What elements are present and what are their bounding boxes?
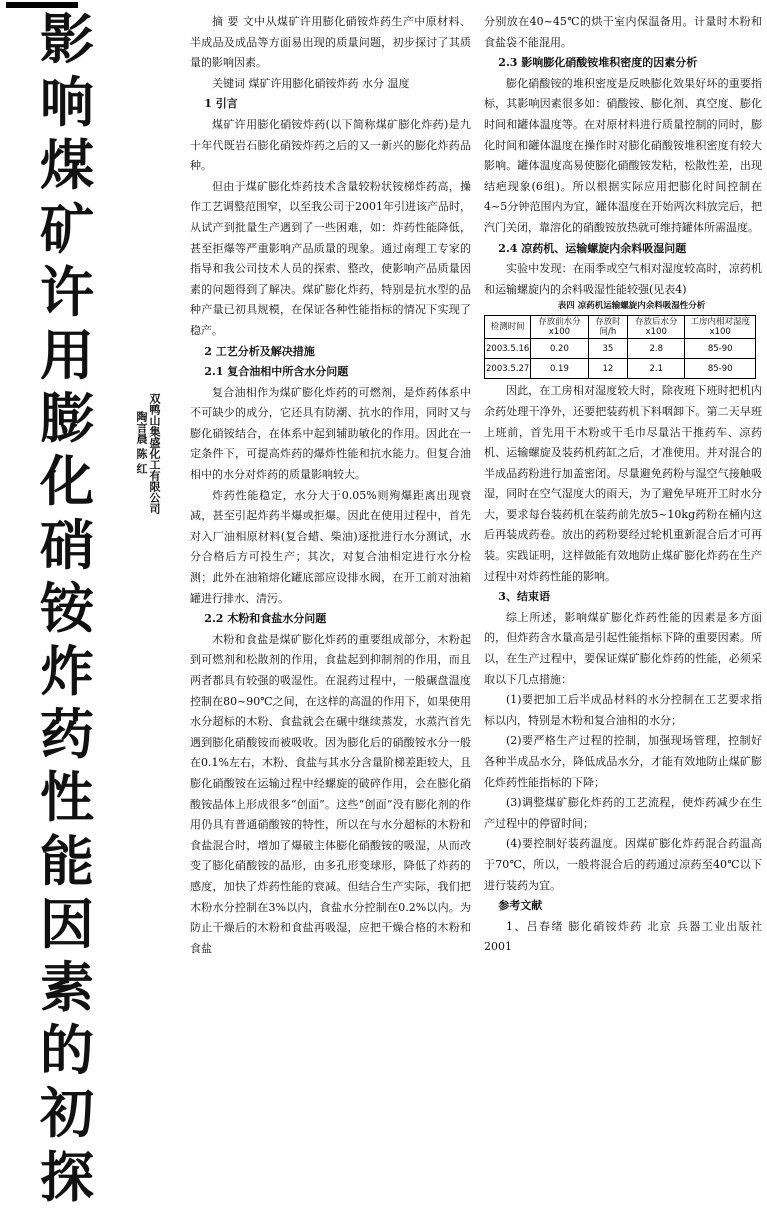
title-char: 化: [40, 450, 94, 514]
title-char: 因: [40, 892, 94, 956]
title-char: 药: [40, 703, 94, 767]
title-char: 响: [40, 71, 94, 135]
table-header-row: [485, 316, 756, 339]
article-title: [8, 8, 126, 1209]
section-heading-conclusion: 3、结束语: [498, 590, 550, 604]
table-cell: 0.19: [531, 359, 588, 379]
table-header-cell: 检测时间: [485, 316, 531, 339]
table-cell: 0.20: [531, 339, 588, 359]
title-char: 煤: [40, 134, 94, 198]
table-cell: 12: [588, 359, 628, 379]
paragraph: 但由于煤矿膨化炸药技术含量较粉状铵梯炸药高，操作工艺调整范围窄，以至我公司于2001年引进该产品时，从试产到批量生产遇到了一些困难，如：炸药性能降低，甚至拒爆等严重影响产品质量的现象。通过南理工专家的指导和我公司技术人员的探索、整改，使影响产品质量因素的问题得到了解决。煤矿膨化炸药，特别是抗水型的品种产量已初具规模，在保证各种性能指标的情况下实现了稳产。: [190, 179, 471, 337]
title-char: 影: [40, 8, 94, 71]
title-column: [6, 2, 128, 1209]
moisture-table: [484, 315, 756, 379]
subsection-heading-2-1: 2.1 复合油相中所含水分问题: [204, 365, 349, 379]
paragraph: 木粉和食盐是煤矿膨化炸药的重要组成部分，木粉起到可燃剂和松散剂的作用，食盐起到抑制剂的作用，而且两者都具有较强的吸湿性。在混药过程中，一般碾盘温度控制在80~90℃之间，在这样的高温的作用下，如果使用水分超标的木粉、食盐就会在碾中继续蒸发，水蒸汽首先遇到膨化硝酸铵而被吸收。因为膨化后的硝酸铵水分一般在0.1%左右，木粉、食盐与其水分含量阶梯差距较大，且膨化硝酸铵在运输过程中经螺旋的破碎作用，会在膨化硝酸铵晶体上形成很多“创面”。这些“创面”没有膨化剂的作用仍具有普通硝酸铵的特性，所以在与水分超标的木粉和食盐混合时，增加了爆破主体膨化硝酸铵的吸湿，从而改变了膨化硝酸铵的晶形，由多孔形变球形，降低了炸药的感度，加快了炸药性能的衰减。但结合生产实际，我们把木粉水分控制在3%以内，食盐水分控制在0.2%以内。为防止干燥后的木粉和食盐再吸湿，应把干燥合格的木粉和食盐: [190, 632, 471, 955]
table-cell: 2003.5.16: [485, 339, 531, 359]
title-char: 探: [40, 1145, 94, 1209]
reference-item: 1、吕春绪 膨化硝铵炸药 北京 兵器工业出版社 2001: [484, 919, 762, 954]
subsection-heading-2-2: 2.2 木粉和食盐水分问题: [204, 612, 327, 626]
title-char: 性: [40, 766, 94, 830]
table-header-cell: 存放时间/h: [588, 316, 628, 339]
title-char: 炸: [40, 640, 94, 704]
title-char: 矿: [40, 197, 94, 261]
table-cell: 85-90: [685, 359, 756, 379]
title-char: 能: [40, 829, 94, 893]
paragraph: 实验中发现：在雨季或空气相对湿度较高时，凉药机和运输螺旋内的余料吸湿性能较强(见表4): [484, 262, 762, 296]
table-caption: 表四 凉药机运输螺旋内余料吸湿性分析: [557, 301, 706, 312]
subsection-heading-2-4: 2.4 凉药机、运输螺旋内余料吸湿问题: [498, 241, 687, 255]
measure-item: (4)要控制好装药温度。因煤矿膨化炸药混合药温高于70℃，所以，一般将混合后的药通过凉药至40℃以下进行装药为宜。: [484, 837, 762, 892]
title-char: 硝: [40, 513, 94, 577]
table-cell: 2003.5.27: [485, 359, 531, 379]
table-cell: 2.8: [628, 339, 685, 359]
title-char: 铵: [40, 576, 94, 640]
paragraph: 煤矿许用膨化硝铵炸药(以下简称煤矿膨化炸药)是九十年代既岩石膨化硝铵炸药之后的又一新兴的膨化炸药品种。: [190, 117, 471, 173]
affiliation: 双鸭山集盛化工有限公司: [148, 393, 161, 514]
table-header-cell: 工房内相对湿度x100: [685, 316, 756, 339]
title-char: 许: [40, 260, 94, 324]
paragraph: 综上所述，影响煤矿膨化炸药性能的因素是多方面的，但炸药含水量高是引起性能指标下降的重要因素。所以，在生产过程中，要保证煤矿膨化炸药的性能，必须采取以下几点措施：: [484, 610, 762, 686]
table-header-cell: 存放前水分x100: [531, 316, 588, 339]
subsection-heading-2-3: 2.3 影响膨化硝酸铵堆积密度的因素分析: [498, 56, 698, 70]
text-column-1: [190, 12, 471, 959]
title-char: 用: [40, 324, 94, 388]
table-header-cell: 存放后水分x100: [628, 316, 685, 339]
table-cell: 85-90: [685, 339, 756, 359]
section-heading-intro: 1 引言: [204, 97, 238, 111]
authors: 陶言晨 陈 红: [135, 411, 148, 474]
title-char: 素: [40, 956, 94, 1020]
byline: [135, 393, 161, 514]
abstract: 摘 要 文中从煤矿许用膨化硝铵炸药生产中原材料、半成品及成品等方面易出现的质量问题，初步探讨了其质量的影响因素。: [190, 15, 471, 70]
measure-item: (2)要严格生产过程的控制，加强现场管理，控制好各种半成品水分，降低成品水分，才能有效地防止煤矿膨化炸药性能指标的下降；: [484, 734, 762, 789]
measure-item: (3)调整煤矿膨化炸药的工艺流程，使炸药减少在生产过程中的停留时间；: [484, 796, 762, 830]
paragraph: 炸药性能稳定，水分大于0.05%则殉爆距离出现衰减，甚至引起炸药半爆或拒爆。因此在使用过程中，首先对入厂油相原材料(复合蜡、柴油)逐批进行水分测试，水分合格后方可投生产；其次，对复合油相定进行水分检测；此外在油箱熔化罐底部应设排水阀，在开工前对油箱罐进行排水、清污。: [190, 488, 471, 605]
measure-item: (1)要把加工后半成品材料的水分控制在工艺要求指标以内，特别是木粉和复合油相的水分；: [484, 693, 762, 727]
text-column-2: [484, 12, 762, 958]
table-cell: 2.1: [628, 359, 685, 379]
paragraph: 因此，在工房相对湿度较大时，除夜班下班时把机内余药处理干净外，还要把装药机下料咽卸下。第二天早班上班前，首先用干木粉或干毛巾尽量沾干推药车、凉药机、运输螺旋及装药机药缸之后，才准使用。并对混合的半成品药粉进行加盖密闭。尽量避免药粉与湿空气接触吸湿，同时在空气湿度大的雨天，为了避免早班开工时水分大，要求每台装药机在装药前先放5~10kg药粉在桶内这后再装成药卷。放出的药粉要经过轮机重新混合后才可再装。实践证明，这样做能有效地防止煤矿膨化炸药在生产过程中对炸药性能的影响。: [484, 384, 762, 583]
paragraph: 膨化硝酸铵的堆积密度是反映膨化效果好坏的重要指标，其影响因素很多如：硝酸铵、膨化剂、真空度、膨化时间和罐体温度等。在对原材料进行质量控制的同时，膨化时间和罐体温度在操作时对膨化硝酸铵堆积密度有较大影响。罐体温度高易使膨化硝酸铵发粘，松散性差，出现结疤现象(6组)。所以根据实际应用把膨化时间控制在4~5分钟范围内为宜，罐体温度在开始两次料放完后，把汽门关闭，靠溶化的硝酸铵放热就可维持罐体所需温度。: [484, 76, 762, 234]
paragraph: 复合油相作为煤矿膨化炸药的可燃剂，是炸药体系中不可缺少的成分，它还具有防潮、抗水的作用，同时又与膨化硝铵结合，在体系中起到辅助敏化的作用。因此在一定条件下，可提高炸药的爆炸性能和抗水能力。但复合油相中的水分对炸药的质量影响较大。: [190, 385, 471, 482]
section-heading-analysis: 2 工艺分析及解决措施: [204, 344, 315, 358]
references-heading: 参考文献: [498, 899, 543, 913]
table-row: [485, 339, 756, 359]
table-cell: 35: [588, 339, 628, 359]
title-char: 膨: [40, 387, 94, 451]
table-row: [485, 359, 756, 379]
paragraph: 分别放在40~45℃的烘干室内保温备用。计量时木粉和食盐袋不能混用。: [484, 15, 762, 49]
keywords: 关键词 煤矿许用膨化硝铵炸药 水分 温度: [212, 76, 410, 90]
title-char: 的: [40, 1019, 94, 1083]
title-char: 初: [40, 1082, 94, 1146]
